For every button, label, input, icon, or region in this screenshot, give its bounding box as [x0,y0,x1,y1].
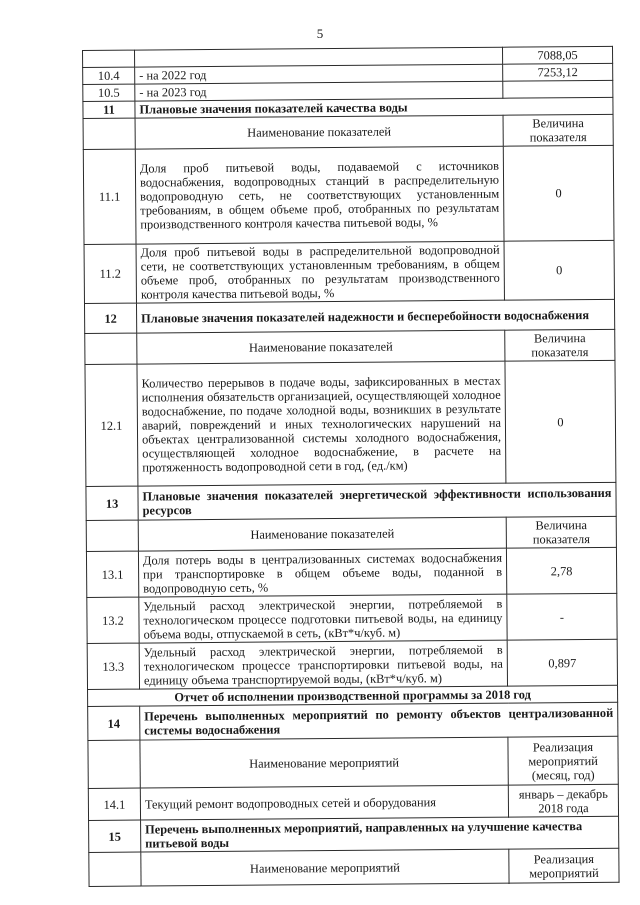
column-header-row [89,848,619,886]
row-number: 12.1 [85,364,138,486]
value-cell: 0 [505,360,616,483]
table-row [87,593,617,643]
row-number: 11.2 [84,244,136,303]
row-number: 11.1 [83,149,136,244]
column-header-value: Реализация мероприятий (месяц, год) [508,736,618,785]
indicator-text: Доля проб питьевой воды в распределительной водопроводной сети, не соответствующих установленным требованиям, в общем объеме проб, отобранных по результатам производственного контроля качества питьевой воды, % [136,241,504,303]
indicator-text: Текущий ремонт водопроводных сетей и оборудования [140,785,508,820]
value-cell: январь – декабрь 2018 года [508,784,618,817]
table-row [86,547,616,597]
column-header-value: Реализация мероприятий [509,848,619,883]
column-header-name: Наименование мероприятий [140,737,508,788]
indicator-text: Удельный расход электрической энергии, потребляемой в технологическом процессе подготовки питьевой воды, на единицу объема воды, отпускаемой в сеть, (кВт*ч/куб. м) [139,594,507,643]
section-number: 11 [83,101,135,118]
table-row [84,240,614,303]
section-title: Плановые значения показателей энергетической эффективности использования ресурсов [138,482,616,520]
section-number: 15 [89,820,141,852]
section-title: Плановые значения показателей надежности и бесперебойности водоснабжения [136,299,614,333]
table-row [83,145,614,244]
section-title: Перечень выполненных мероприятий, направленных на улучшение качества питьевой воды [141,816,619,852]
table-row [88,784,618,820]
indicator-text: Количество перерывов в подаче воды, зафиксированных в местах исполнения обязательств организацией, осуществляющей холодное водоснабжение, по подаче холодной воды, возникших в результате аварий, повреждений и иных технологических нарушений на объектах централизованной системы холодного водоснабжения, осуществляющей холодное водоснабжение, в расчете на протяженность водопроводной сети в год, (ед./км) [137,361,506,486]
column-header-name: Наименование показателей [138,517,506,551]
column-header-row [83,114,613,149]
program-table [82,46,620,887]
report-title: Отчет об исполнении производственной программы за 2018 год [88,685,618,706]
section-header-row [86,482,616,520]
row-label: - на 2022 год [135,64,503,84]
row-number: 10.4 [83,67,135,84]
section-title: Плановые значения показателей качества воды [135,97,613,118]
column-header-value: Величина показателя [506,516,616,548]
indicator-text: Доля потерь воды в централизованных системах водоснабжения при транспортировке в общем объеме воды, поданной в водопроводную сеть, % [138,548,506,597]
section-header-row [88,702,618,740]
section-number: 12 [84,303,136,333]
column-header-row [88,736,618,788]
value-cell: 7253,12 [503,63,613,81]
row-number: 13.1 [86,551,138,597]
indicator-text: Доля проб питьевой воды, подаваемой с источников водоснабжения, водопроводных станций в распределительную водопроводную сеть, не соответствующих установленным требованиям, в общем объеме проб, отобранных по результатам производственного контроля качества питьевой воды, % [135,146,504,244]
row-number: 13.3 [87,643,139,689]
value-cell: 0,897 [507,639,617,686]
section-header-row [89,816,619,852]
value-cell: 7088,05 [502,46,612,64]
column-header-name: Наименование мероприятий [141,849,509,886]
column-header-name: Наименование показателей [135,115,503,149]
row-number: 14.1 [88,788,140,820]
column-header-row [85,329,615,364]
value-cell: - [507,593,617,640]
section-title: Перечень выполненных мероприятий по ремонту объектов централизованной системы водоснабжения [140,702,618,740]
value-cell: 2,78 [506,547,616,594]
indicator-text: Удельный расход электрической энергии, потребляемой в технологическом процессе транспортировки питьевой воды, на единицу объема транспортируемой воды, (кВт*ч/куб. м) [139,640,507,689]
value-cell: 0 [503,145,614,241]
value-cell [503,80,613,98]
row-number: 13.2 [87,597,139,643]
row-number: 10.5 [83,84,135,101]
column-header-value: Величина показателя [505,329,615,361]
table-row [85,360,616,486]
column-header-row [86,516,616,551]
section-header-row [84,299,614,333]
value-cell: 0 [504,240,614,300]
page-number: 5 [316,26,324,41]
column-header-value: Величина показателя [503,114,613,146]
row-label: - на 2023 год [135,81,503,101]
section-number: 13 [86,486,138,520]
section-number: 14 [88,706,140,740]
table-row [87,639,617,689]
column-header-name: Наименование показателей [137,330,505,364]
